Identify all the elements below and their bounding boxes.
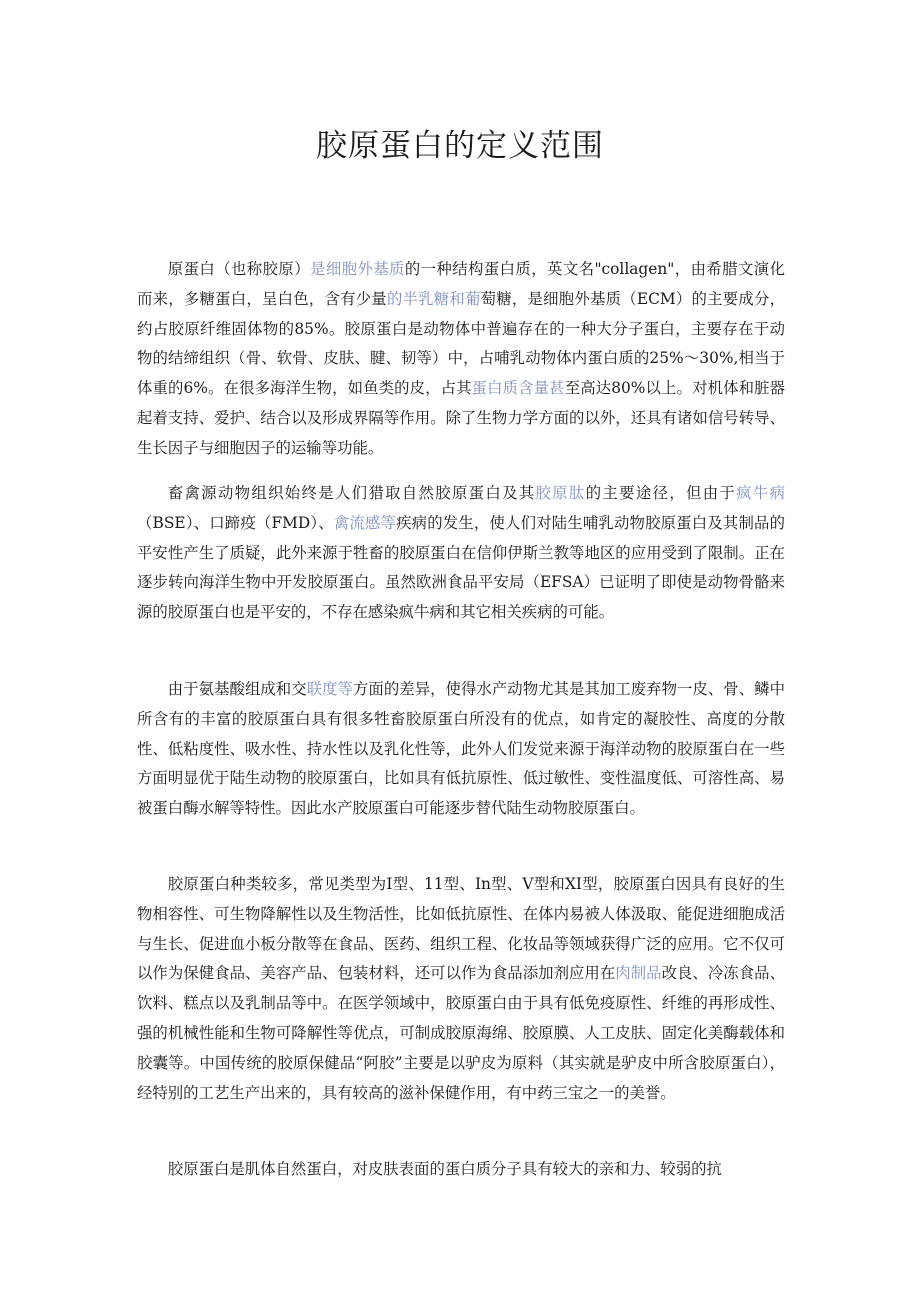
hyperlink-text[interactable]: 是细胞外基质 — [310, 260, 405, 278]
paragraph-text: 至高达80%以上。对机体和脏器起着支持、爱护、结合以及形成界隔等作用。除了生物力学方面的以外，还具有诸如信号转导、生长因子与细胞因子的运输等功能。 — [137, 379, 785, 457]
paragraph-text: 萄糖，是细胞外基质（ECM）的主要成分，约占胶原纤维固体物的85%。胶原蛋白是动物体中普遍存在的一种大分子蛋白，主要存在于动物的结缔组织（骨、软骨、皮肤、腱、韧等）中，占哺乳动物体内蛋白质的25%～30%,相当于体重的6%。在很多海洋生物，如鱼类的皮，占其 — [137, 289, 785, 398]
paragraph-1 — [137, 255, 785, 464]
hyperlink-text[interactable]: 禽流感等 — [333, 513, 397, 532]
paragraph-text: 由于氨基酸组成和交 — [167, 680, 307, 698]
paragraph-5 — [137, 1155, 785, 1185]
paragraph-text: 的一种结构蛋白质，英文名"collagen"，由希腊文演化而来，多糖蛋白，呈白色，含有少量 — [137, 260, 785, 308]
paragraph-text: 改良、冷冻食品、饮料、糕点以及乳制品等中。在医学领域中，胶原蛋白由于具有低免疫原性、纤维的再形成性、强的机械性能和生物可降解性等优点，可制成胶原海绵、胶原膜、人工皮肤、固定化美酶载体和胶囊等。中国传统的胶原保健品“阿胶”主要是以驴皮为原料（其实就是驴皮中所含胶原蛋白），经特别的工艺生产出来的，具有较高的滋补保健作用，有中药三宝之一的美誉。 — [137, 964, 785, 1102]
paragraph-2 — [137, 479, 785, 628]
document-title: 胶原蛋白的定义范围 — [316, 128, 604, 164]
hyperlink-text[interactable]: 的半乳糖和葡 — [386, 289, 481, 308]
hyperlink-text[interactable]: 肉制品 — [615, 964, 662, 983]
paragraph-4 — [137, 870, 785, 1108]
paragraph-text: 的主要途径，但由于 — [585, 484, 737, 502]
hyperlink-text[interactable]: 联度等 — [306, 680, 353, 698]
paragraph-3 — [137, 675, 785, 824]
paragraph-text: （BSE）、口蹄疫（FMD）、 — [137, 513, 334, 532]
paragraph-text: 胶原蛋白是肌体自然蛋白，对皮肤表面的蛋白质分子具有较大的亲和力、较弱的抗 — [167, 1160, 722, 1178]
hyperlink-text[interactable]: 胶原肽 — [535, 484, 586, 502]
paragraph-text: 胶原蛋白种类较多，常见类型为I型、11型、In型、V型和XI型，胶原蛋白因具有良好的生物相容性、可生物降解性以及生物活性，比如低抗原性、在体内易被人体汲取、能促进细胞成活与生长、促进血小板分散等在食品、医药、组织工程、化妆品等领域获得广泛的应用。它不仅可以作为保健食品、美容产品、包装材料，还可以作为食品添加剂应用在 — [137, 875, 785, 983]
paragraph-text: 畜禽源动物组织始终是人们猎取自然胶原蛋白及其 — [167, 484, 536, 502]
paragraph-text: 疾病的发生，使人们对陆生哺乳动物胶原蛋白及其制品的平安性产生了质疑，此外来源于牲畜的胶原蛋白在信仰伊斯兰教等地区的应用受到了限制。正在逐步转向海洋生物中开发胶原蛋白。虽然欧洲食品平安局（EFSA）已证明了即使是动物骨骼来源的胶原蛋白也是平安的，不存在感染疯牛病和其它相关疾病的可能。 — [137, 513, 785, 622]
paragraph-text: 方面的差异，使得水产动物尤其是其加工废弃物一皮、骨、鳞中所含有的丰富的胶原蛋白具有很多牲畜胶原蛋白所没有的优点，如肯定的凝胶性、高度的分散性、低粘度性、吸水性、持水性以及乳化性等，此外人们发觉来源于海洋动物的胶原蛋白在一些方面明显优于陆生动物的胶原蛋白，比如具有低抗原性、低过敏性、变性温度低、可溶性高、易被蛋白酶水解等特性。因此水产胶原蛋白可能逐步替代陆生动物胶原蛋白。 — [137, 680, 785, 818]
hyperlink-text[interactable]: 蛋白质含量甚 — [471, 379, 565, 398]
paragraph-text: 原蛋白（也称胶原） — [167, 260, 311, 278]
hyperlink-text[interactable]: 疯牛病 — [736, 484, 785, 502]
